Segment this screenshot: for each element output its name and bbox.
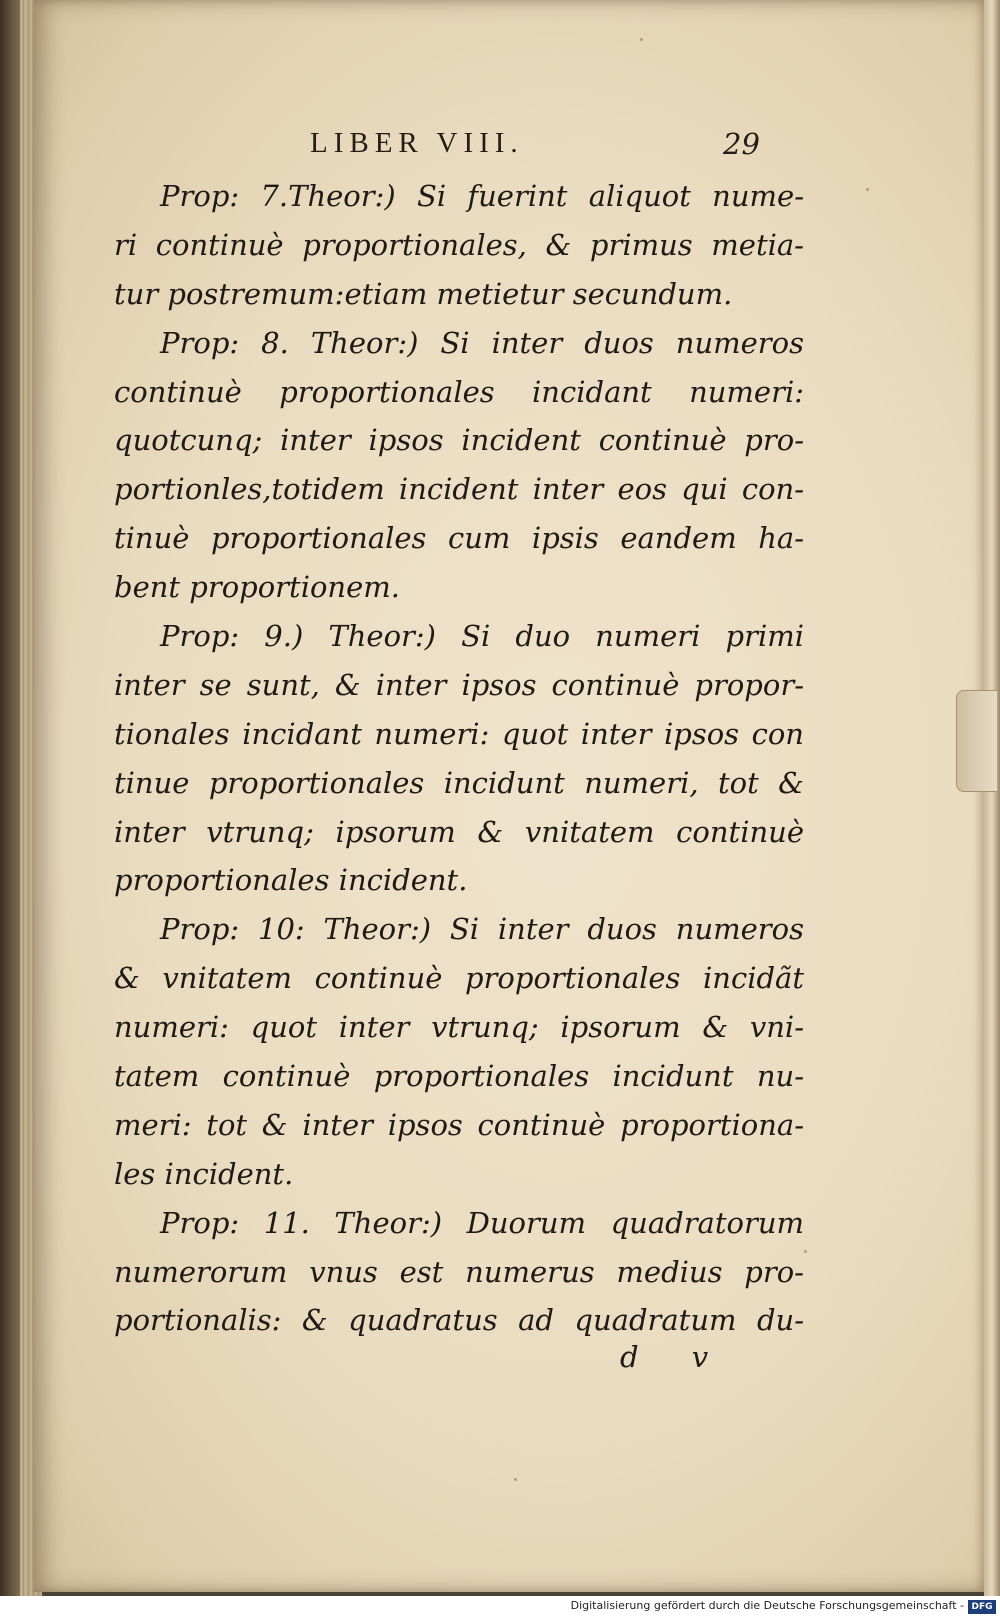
text-line: portionles,totidem incident inter eos qui con- bbox=[114, 472, 804, 507]
text-line: inter se sunt, & inter ipsos continuè propor- bbox=[114, 667, 804, 702]
text-line: quotcunq; inter ipsos incident continuè pro- bbox=[114, 423, 804, 458]
body-text bbox=[114, 172, 804, 1345]
text-line: inter vtrunq; ipsorum & vnitatem continuè bbox=[114, 814, 804, 849]
text-line: & vnitatem continuè proportionales incidãt bbox=[114, 961, 804, 996]
text-line: numerorum vnus est numerus medius pro- bbox=[114, 1254, 804, 1289]
text-line: continuè proportionales incidant numeri: bbox=[114, 374, 804, 409]
text-line: portionalis: & quadratus ad quadratum du- bbox=[114, 1303, 804, 1338]
digitization-footer bbox=[0, 1596, 1000, 1620]
paper-speck bbox=[804, 1250, 807, 1253]
signature-mark: d v bbox=[620, 1340, 709, 1374]
running-head bbox=[310, 127, 760, 167]
text-line: tatem continuè proportionales incidunt nu- bbox=[114, 1059, 804, 1094]
footer-credit: Digitalisierung gefördert durch die Deutsche Forschungsgemeinschaft - bbox=[570, 1599, 964, 1612]
text-line: tur postremum:etiam metietur secundum. bbox=[114, 276, 733, 311]
page-number: 29 bbox=[723, 127, 760, 161]
dfg-logo: DFG bbox=[968, 1600, 996, 1614]
text-line: Prop: 9.) Theor:) Si duo numeri primi bbox=[160, 619, 804, 654]
text-line: numeri: quot inter vtrunq; ipsorum & vni- bbox=[114, 1010, 804, 1045]
text-line: Prop: 7.Theor:) Si fuerint aliquot nume- bbox=[160, 179, 804, 213]
paper-speck bbox=[640, 38, 643, 41]
paper-speck bbox=[866, 188, 869, 191]
text-line: Prop: 8. Theor:) Si inter duos numeros bbox=[160, 325, 804, 360]
running-title: LIBER VIII. bbox=[310, 127, 524, 159]
text-line: proportionales incident. bbox=[114, 863, 468, 898]
text-line: bent proportionem. bbox=[114, 570, 400, 605]
page-tab-marker bbox=[956, 690, 997, 792]
text-line: tinuè proportionales cum ipsis eandem ha- bbox=[114, 521, 804, 556]
text-line: Prop: 11. Theor:) Duorum quadratorum bbox=[160, 1205, 804, 1240]
text-line: Prop: 10: Theor:) Si inter duos numeros bbox=[160, 912, 804, 947]
text-line: meri: tot & inter ipsos continuè proportiona- bbox=[114, 1107, 804, 1142]
page-edges-right bbox=[984, 0, 1000, 1596]
text-line: tionales incidant numeri: quot inter ipsos con bbox=[114, 716, 804, 751]
paper-speck bbox=[514, 1478, 517, 1481]
text-line: les incident. bbox=[114, 1156, 294, 1191]
text-line: ri continuè proportionales, & primus metia- bbox=[114, 227, 804, 262]
text-line: tinue proportionales incidunt numeri, tot & bbox=[114, 765, 804, 800]
